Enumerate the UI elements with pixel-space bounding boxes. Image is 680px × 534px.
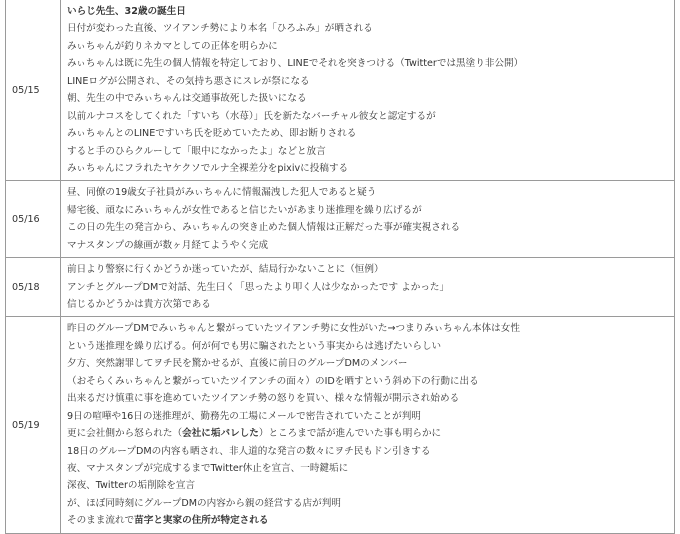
event-line: （おそらくみぃちゃんと繋がっていたツイアンチの面々）のIDを晒すという斜め下の行動に出る: [67, 375, 479, 387]
event-cell: [61, 317, 675, 533]
event-line: 信じるかどうかは貴方次第である: [67, 299, 211, 310]
event-cell: [61, 258, 675, 317]
event-line: そのまま流れで苗字と実家の住所が特定される: [67, 515, 269, 527]
event-line: 帰宅後、頑なにみぃちゃんが女性であると信じたいがあまり迷推理を繰り広げるが: [67, 204, 422, 216]
event-line: 日付が変わった直後、ツイアンチ勢により本名「ひろふみ」が晒される: [67, 23, 373, 35]
table-row: [6, 0, 675, 181]
event-line: いらじ先生、32歳の誕生日: [67, 6, 186, 17]
table-row: [6, 181, 675, 258]
event-line: みぃちゃんにフラれたヤケクソでルナ全裸差分をpixivに投稿する: [67, 162, 349, 174]
event-line: この日の先生の発言から、みぃちゃんの突き止めた個人情報は正解だった事が確実視される: [67, 222, 461, 234]
event-line: みぃちゃんは既に先生の個人情報を特定しており、LINEでそれを突きつける（Twitterでは黒塗り非公開）: [67, 58, 524, 70]
event-line: 朝、先生の中でみぃちゃんは交通事故死した扱いになる: [67, 93, 307, 105]
table-row: [6, 258, 675, 317]
event-line: が、ほぼ同時刻にグループDMの内容から親の経営する店が判明: [67, 497, 341, 509]
event-line: 出来るだけ慎重に事を進めていたツイアンチ勢の怒りを買い、様々な情報が開示され始める: [67, 393, 460, 405]
event-line: みぃちゃんが釣りネカマとしての正体を明らかに: [67, 40, 278, 52]
event-line: みぃちゃんとのLINEですいち氏を貶めていたため、即お断りされる: [67, 128, 357, 140]
date-cell: 05/15: [6, 0, 61, 181]
date-cell: 05/16: [6, 181, 61, 258]
event-line: すると手のひらクルーして「眼中になかったよ」などと放言: [67, 145, 326, 157]
date-cell: 05/18: [6, 258, 61, 317]
event-line: 昼、同僚の19歳女子社員がみぃちゃんに情報漏洩した犯人であると疑う: [67, 187, 377, 199]
event-line: 以前ルナコスをしてくれた「すいち（水苺）」氏を新たなバーチャル彼女と認定するが: [67, 110, 436, 122]
event-line: という迷推理を繰り広げる。何が何でも男に騙されたという事実からは逃げたいらしい: [67, 340, 442, 352]
event-line: 18日のグループDMの内容も晒され、非人道的な発言の数々にヲチ民もドン引きする: [67, 445, 431, 457]
event-line: 更に会社側から怒られた（会社に垢バレした）ところまで話が進んでいた事も明らかに: [67, 428, 442, 440]
event-line: マナスタンプの線画が数ヶ月経てようやく完成: [67, 239, 269, 251]
event-line: 9日の喧嘩や16日の迷推理が、勤務先の工場にメールで密告されていたことが判明: [67, 410, 421, 422]
event-cell: [61, 0, 675, 181]
event-line: 夜、マナスタンプが完成するまでTwitter休止を宣言、一時鍵垢に: [67, 462, 349, 474]
date-cell: 05/19: [6, 317, 61, 533]
event-cell: [61, 181, 675, 258]
event-line: アンチとグループDMで対話、先生曰く「思ったより叩く人は少なかったです よかった」: [67, 281, 450, 293]
event-log-table: [5, 0, 675, 534]
table-row: [6, 317, 675, 533]
event-line: 深夜、Twitterの垢削除を宣言: [67, 480, 196, 492]
event-line: 昨日のグループDMでみぃちゃんと繋がっていたツイアンチ勢に女性がいた→つまりみぃちゃん本体は女性: [67, 323, 520, 335]
event-line: 夕方、突然謝罪してヲチ民を驚かせるが、直後に前日のグループDMのメンバー: [67, 358, 408, 370]
event-line: 前日より警察に行くかどうか迷っていたが、結局行かないことに（恒例）: [67, 264, 384, 276]
event-line: LINEログが公開され、その気持ち悪さにスレが祭になる: [67, 75, 310, 87]
